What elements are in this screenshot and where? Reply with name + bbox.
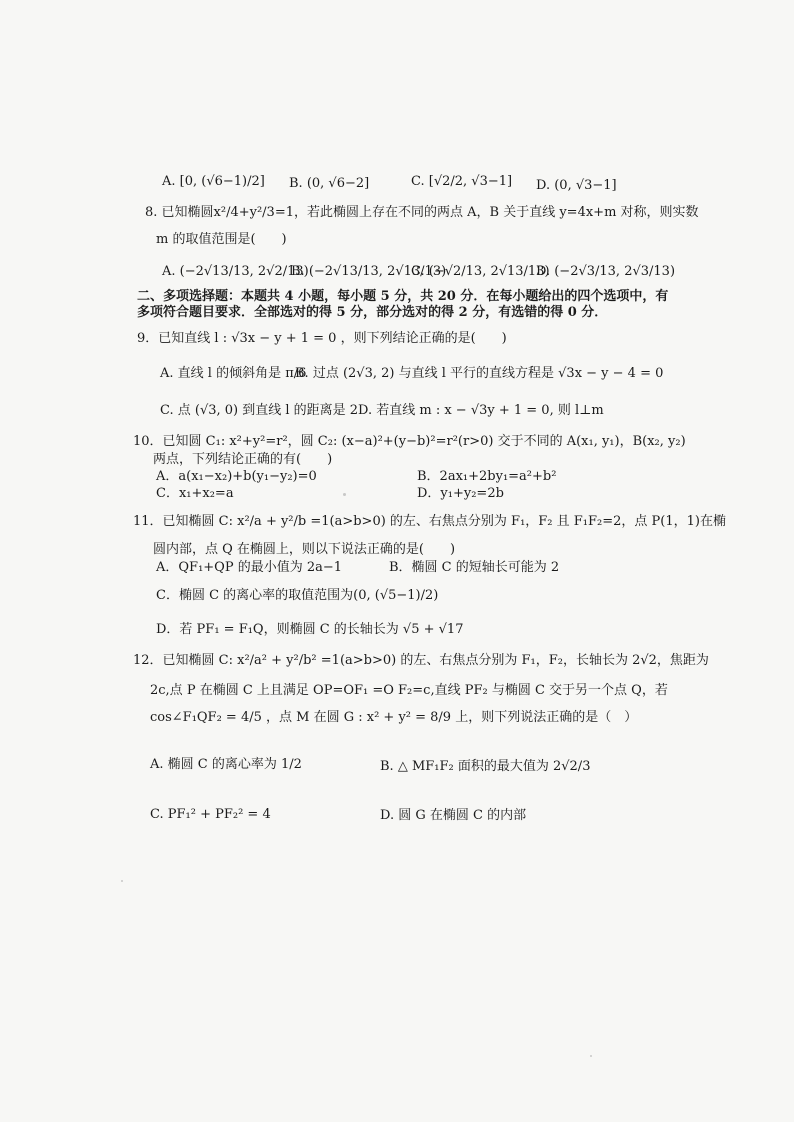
q11-option-a: A．QF₁+QP 的最小值为 2a−1 bbox=[156, 560, 343, 575]
q7-option-b: B. (0, √6−2] bbox=[289, 176, 370, 191]
q8-option-d: D. (−2√3/13, 2√3/13) bbox=[536, 264, 676, 279]
q7-option-c: C. [√2/2, √3−1] bbox=[411, 174, 513, 189]
q9-stem: 9．已知直线 l : √3x − y + 1 = 0 ，则下列结论正确的是( ) bbox=[137, 331, 507, 346]
section-2-header-line1: 二、多项选择题：本题共 4 小题，每小题 5 分，共 20 分．在每小题给出的四个选项中，有 bbox=[137, 289, 669, 304]
q8-stem-line1: 8. 已知椭圆x²/4+y²/3=1，若此椭圆上存在不同的两点 A，B 关于直线 y=4x+m 对称，则实数 bbox=[145, 205, 699, 220]
q10-stem-line2: 两点，下列结论正确的有( ) bbox=[153, 452, 333, 467]
q7-option-d: D. (0, √3−1] bbox=[536, 178, 617, 193]
q11-option-c: C．椭圆 C 的离心率的取值范围为(0, (√5−1)/2) bbox=[156, 588, 439, 603]
q8-option-a: A. (−2√13/13, 2√2/13) bbox=[162, 264, 309, 279]
q11-option-d: D．若 PF₁ = F₁Q，则椭圆 C 的长轴长为 √5 + √17 bbox=[156, 622, 464, 637]
scan-speck bbox=[121, 880, 123, 882]
q10-stem-line1: 10．已知圆 C₁: x²+y²=r²，圆 C₂: (x−a)²+(y−b)²=r²(r>0) 交于不同的 A(x₁, y₁)，B(x₂, y₂) bbox=[133, 434, 686, 449]
q12-stem-line2: 2c,点 P 在椭圆 C 上且满足 OP=OF₁ =O F₂=c,直线 PF₂ 与椭圆 C 交于另一个点 Q，若 bbox=[150, 683, 668, 698]
q10-option-c: C．x₁+x₂=a bbox=[156, 486, 234, 501]
q11-stem-line1: 11．已知椭圆 C: x²/a + y²/b =1(a>b>0) 的左、右焦点分别为 F₁，F₂ 且 F₁F₂=2，点 P(1，1)在椭 bbox=[133, 514, 726, 529]
scan-speck bbox=[343, 493, 346, 496]
q10-option-b: B．2ax₁+2by₁=a²+b² bbox=[417, 469, 557, 484]
q9-option-d: D. 若直线 m : x − √3y + 1 = 0, 则 l⊥m bbox=[358, 403, 604, 418]
q12-option-d: D. 圆 G 在椭圆 C 的内部 bbox=[380, 808, 527, 823]
q9-option-a: A. 直线 l 的倾斜角是 π/6 bbox=[160, 366, 307, 381]
q9-option-c: C. 点 (√3, 0) 到直线 l 的距离是 2 bbox=[160, 403, 359, 418]
q11-stem-line2: 圆内部，点 Q 在椭圆上，则以下说法正确的是( ) bbox=[153, 542, 456, 557]
q9-option-b: B. 过点 (2√3, 2) 与直线 l 平行的直线方程是 √3x − y − 4 = 0 bbox=[295, 366, 664, 381]
q10-option-a: A．a(x₁−x₂)+b(y₁−y₂)=0 bbox=[156, 469, 317, 484]
q7-option-a: A. [0, (√6−1)/2] bbox=[162, 174, 265, 189]
q8-option-b: B. (−2√13/13, 2√13/13) bbox=[291, 264, 447, 279]
q8-option-c: C. (−√2/13, 2√13/13) bbox=[411, 264, 550, 279]
q11-option-b: B．椭圆 C 的短轴长可能为 2 bbox=[389, 560, 560, 575]
q8-stem-line2: m 的取值范围是( ) bbox=[156, 232, 287, 247]
section-2-header-line2: 多项符合题目要求．全部选对的得 5 分，部分选对的得 2 分，有选错的得 0 分． bbox=[137, 305, 608, 320]
q12-option-a: A. 椭圆 C 的离心率为 1/2 bbox=[150, 757, 302, 772]
q12-option-c: C. PF₁² + PF₂² = 4 bbox=[150, 807, 271, 822]
q12-stem-line1: 12．已知椭圆 C: x²/a² + y²/b² =1(a>b>0) 的左、右焦点分别为 F₁，F₂，长轴长为 2√2，焦距为 bbox=[133, 653, 709, 668]
scan-speck bbox=[590, 1055, 592, 1057]
q12-option-b: B. △ MF₁F₂ 面积的最大值为 2√2/3 bbox=[380, 759, 591, 774]
q12-stem-line3: cos∠F₁QF₂ = 4/5 ，点 M 在圆 G : x² + y² = 8/9 上，则下列说法正确的是（ ） bbox=[150, 710, 638, 725]
q10-option-d: D．y₁+y₂=2b bbox=[417, 486, 504, 501]
